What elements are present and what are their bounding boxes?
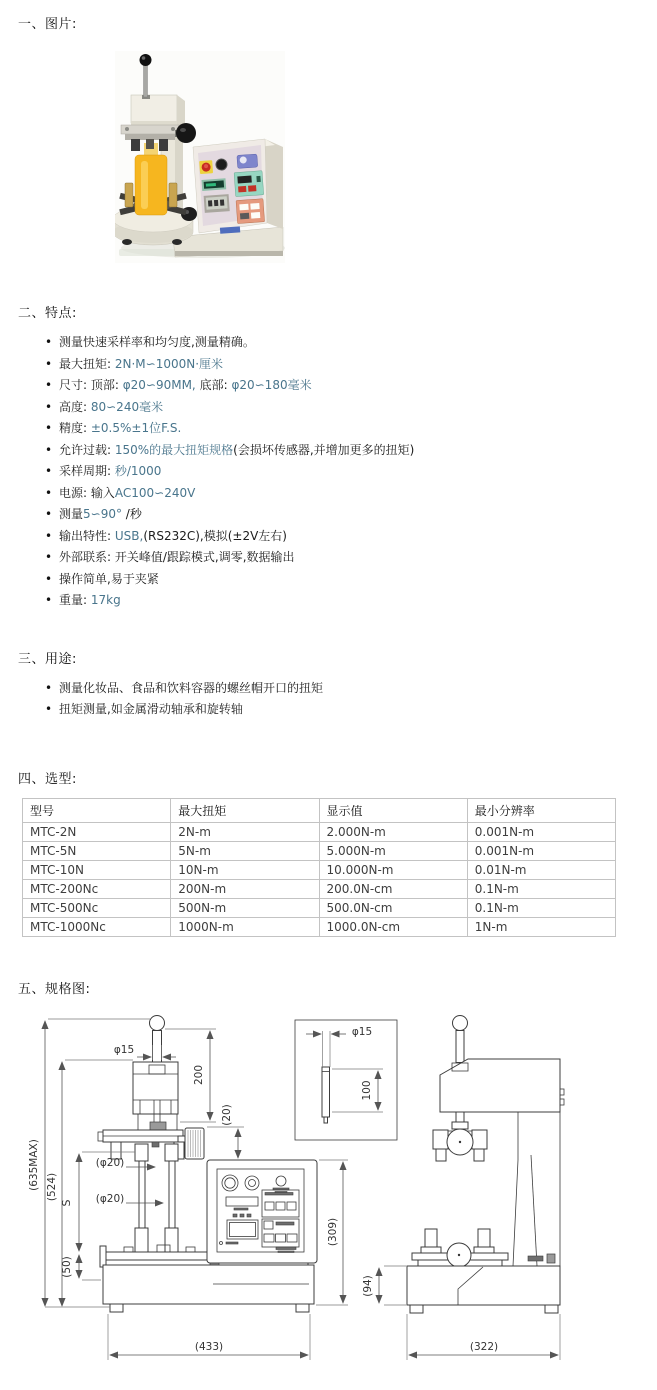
connector-port: [528, 1256, 543, 1261]
spec-label: 电源: 输入: [59, 485, 115, 500]
table-row: [23, 822, 616, 841]
spec-label: 尺寸: 顶部:: [59, 378, 123, 392]
section-heading-selection: 四、选型:: [18, 771, 77, 787]
table-cell: MTC-10N: [23, 860, 171, 879]
svg-text:100: 100: [361, 1079, 373, 1101]
bullet-item: [59, 526, 657, 548]
table-row: [23, 879, 616, 898]
hand-lever-rod: [144, 63, 148, 97]
bullet-item: [59, 547, 657, 569]
bullet-item: [59, 418, 657, 440]
features-list: [0, 332, 657, 612]
spec-value: 80∽240毫米: [90, 399, 164, 414]
bullet-item: [59, 504, 657, 526]
bullet-item: [59, 483, 657, 505]
model-selection-table: [22, 798, 616, 937]
section-heading-picture: 一、图片:: [18, 17, 77, 32]
bullet-item: [59, 461, 657, 483]
front-view: [28, 1015, 348, 1360]
svg-text:(20): (20): [221, 1103, 233, 1126]
table-cell: 10N-m: [171, 860, 319, 879]
table-cell: 200.0N-cm: [319, 879, 467, 898]
spec-label: 采样周期:: [59, 464, 115, 478]
section-heading-uses: 三、用途:: [18, 651, 77, 667]
spec-value: 17kg: [90, 593, 121, 607]
svg-text:(635MAX): (635MAX): [28, 1138, 40, 1191]
spec-value: ±0.5%±1位F.S.: [90, 421, 182, 435]
spec-label: 操作简单,易于夹紧: [59, 571, 159, 586]
spec-label: 外部联系: 开关峰值/跟踪模式,调零,数据输出: [59, 550, 295, 564]
svg-text:200: 200: [193, 1064, 205, 1085]
table-cell: MTC-5N: [23, 841, 171, 860]
spec-label: (RS232C),模拟(±2V左右): [143, 528, 287, 543]
svg-text:(94): (94): [362, 1274, 374, 1297]
table-row: [23, 917, 616, 936]
table-body: [23, 822, 616, 936]
svg-text:(309): (309): [327, 1217, 339, 1246]
connector-socket: [547, 1254, 555, 1263]
section-heading-spec-drawing: 五、规格图:: [18, 981, 91, 997]
spec-value: 150%的最大扭矩规格: [114, 442, 234, 457]
svg-text:(φ20): (φ20): [95, 1192, 125, 1205]
table-cell: 0.1N-m: [467, 898, 615, 917]
spec-label: 测量化妆品、食品和饮料容器的螺丝帽开口的扭矩: [59, 680, 324, 695]
spec-label: 输出特性:: [59, 528, 115, 543]
spec-label: 精度:: [59, 421, 91, 435]
table-cell: 0.001N-m: [467, 841, 615, 860]
spec-value: 2N·M∽1000N·厘米: [114, 356, 224, 371]
svg-text:(322): (322): [469, 1340, 499, 1353]
detail-inset: [295, 1020, 397, 1140]
motor-keypad: [234, 171, 264, 197]
table-cell: 5.000N-m: [319, 841, 467, 860]
table-cell: 200N-m: [171, 879, 319, 898]
bullet-item: [59, 699, 657, 721]
section-heading-features: 二、特点:: [18, 306, 77, 321]
table-header-cell: 显示值: [319, 798, 467, 822]
product-photo: [115, 51, 285, 263]
svg-text:(φ20): (φ20): [95, 1156, 125, 1169]
table-header-cell: 型号: [23, 798, 171, 822]
svg-text:φ15: φ15: [113, 1043, 135, 1056]
table-cell: 500N-m: [171, 898, 319, 917]
svg-text:(50): (50): [61, 1255, 73, 1278]
bullet-item: [59, 440, 657, 462]
spec-label: 测量: [59, 507, 84, 521]
svg-text:φ15: φ15: [351, 1025, 373, 1038]
table-header-cell: 最大扭矩: [171, 798, 319, 822]
table-row: [23, 860, 616, 879]
spec-label: 高度:: [59, 399, 91, 414]
table-cell: 2N-m: [171, 822, 319, 841]
spec-label: (会损坏传感器,并增加更多的扭矩): [233, 442, 415, 457]
bullet-item: [59, 590, 657, 612]
value-keypad: [236, 199, 265, 224]
front-console: [207, 1160, 317, 1263]
bullet-item: [59, 354, 657, 376]
bullet-item: [59, 397, 657, 419]
svg-text:(524): (524): [46, 1172, 58, 1201]
spec-drawing: [0, 1005, 657, 1390]
bullet-item: [59, 678, 657, 700]
table-cell: 10.000N-m: [319, 860, 467, 879]
table-cell: 1000.0N-cm: [319, 917, 467, 936]
table-cell: MTC-1000Nc: [23, 917, 171, 936]
spec-value: USB,: [114, 528, 144, 543]
table-cell: MTC-500Nc: [23, 898, 171, 917]
bullet-item: [59, 569, 657, 591]
table-header-cell: 最小分辨率: [467, 798, 615, 822]
power-knob: [216, 159, 228, 171]
table-cell: 0.001N-m: [467, 822, 615, 841]
svg-text:(433): (433): [194, 1340, 224, 1353]
table-cell: 0.1N-m: [467, 879, 615, 898]
uses-list: [0, 678, 657, 721]
spec-value: φ20∽180毫米: [231, 378, 312, 392]
table-cell: 0.01N-m: [467, 860, 615, 879]
bullet-item: [59, 375, 657, 397]
table-cell: 5N-m: [171, 841, 319, 860]
spec-label: /秒: [121, 507, 142, 521]
spec-label: 扭矩测量,如金属滑动轴承和旋转轴: [59, 702, 243, 716]
svg-text:S: S: [60, 1199, 73, 1206]
table-row: [23, 898, 616, 917]
table-cell: 1N-m: [467, 917, 615, 936]
spec-label: 重量:: [59, 593, 91, 607]
table-header-row: [23, 798, 616, 822]
hand-lever-ball: [140, 54, 152, 66]
side-view: [362, 1015, 564, 1360]
spec-label: 最大扭矩:: [59, 356, 115, 371]
table-cell: MTC-2N: [23, 822, 171, 841]
spec-value: 5∽90°: [83, 507, 122, 521]
clamp-knob: [176, 123, 196, 143]
table-cell: 2.000N-m: [319, 822, 467, 841]
spec-value: 秒/1000: [114, 464, 162, 478]
torque-tester-photo: [115, 51, 285, 263]
table-cell: 500.0N-cm: [319, 898, 467, 917]
spec-label: 底部:: [195, 378, 232, 392]
table-cell: MTC-200Nc: [23, 879, 171, 898]
table-row: [23, 841, 616, 860]
spec-value: AC100∽240V: [114, 485, 196, 500]
spec-value: φ20∽90MM,: [122, 378, 196, 392]
table-cell: 1000N-m: [171, 917, 319, 936]
spec-label: 测量快速采样率和均匀度,测量精确。: [59, 335, 255, 349]
spec-label: 允许过载:: [59, 442, 115, 457]
bullet-item: [59, 332, 657, 354]
